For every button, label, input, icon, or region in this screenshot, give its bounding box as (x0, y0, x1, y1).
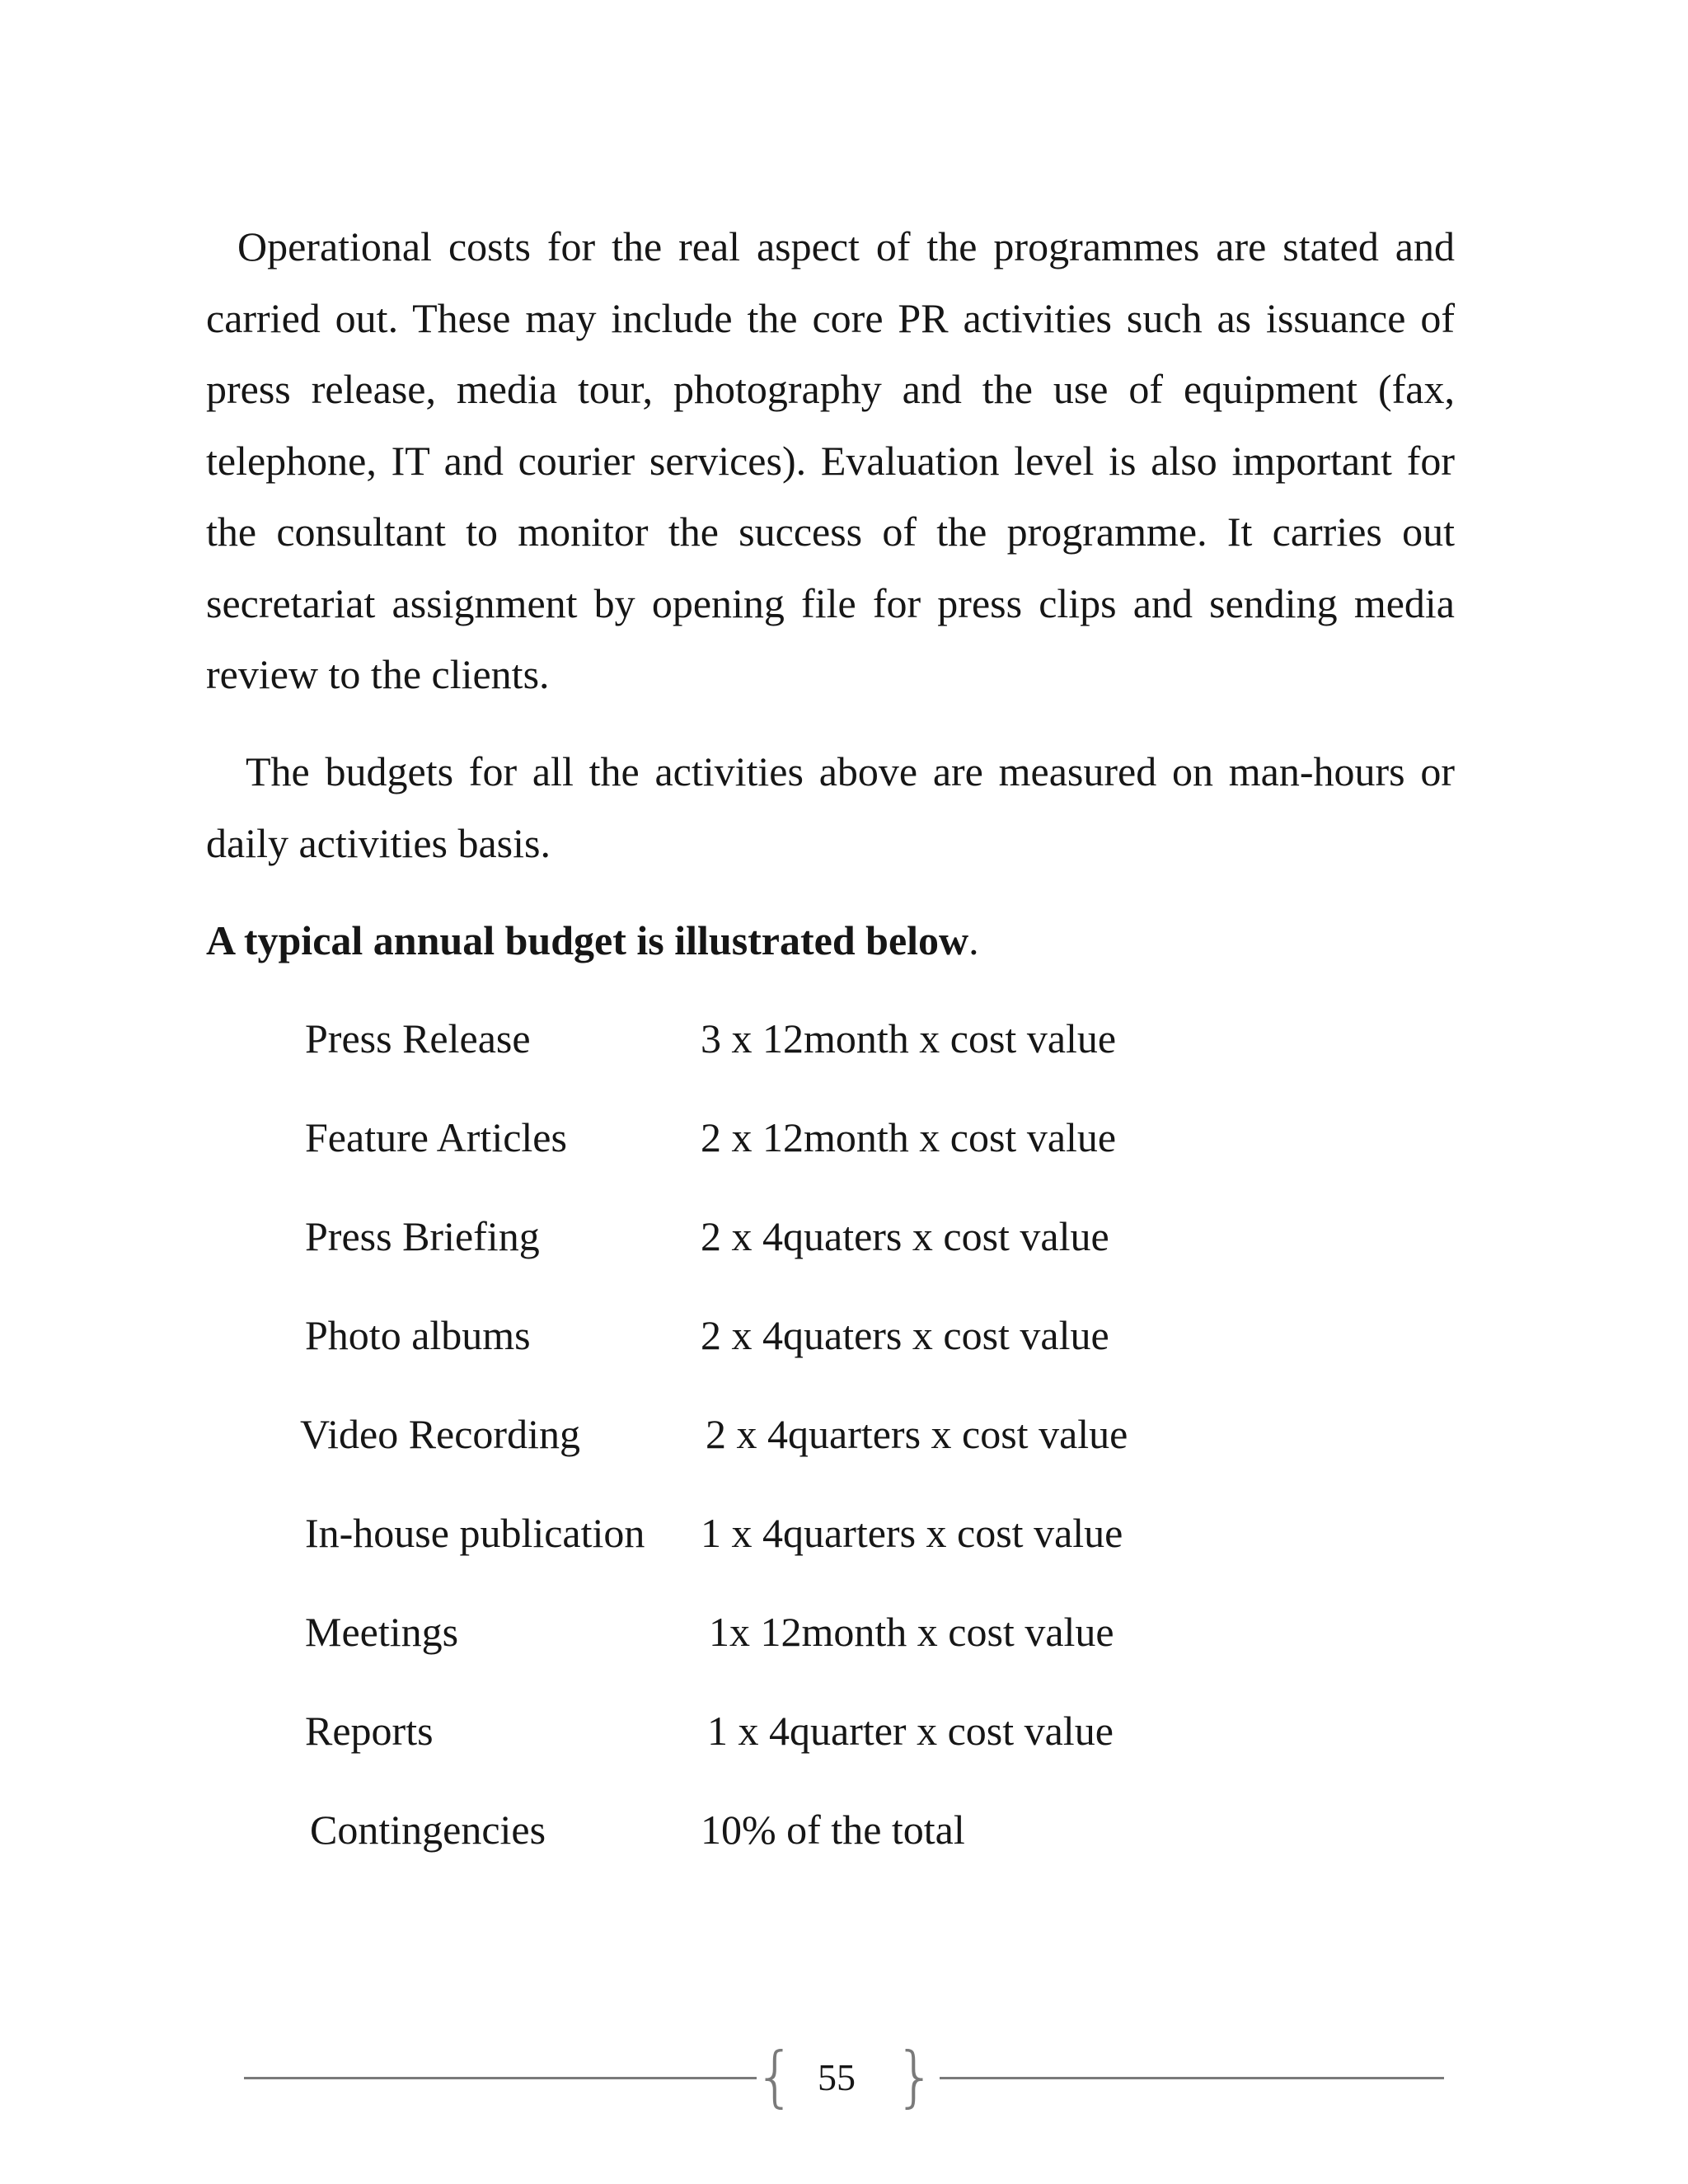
budget-item: Photo albums (305, 1312, 531, 1358)
budget-row (0, 1300, 1688, 1371)
budget-heading (206, 905, 979, 976)
budget-formula: 1 x 4quarter x cost value (707, 1708, 1114, 1754)
budget-row (0, 1596, 1688, 1667)
budget-formula: 2 x 12month x cost value (701, 1114, 1117, 1160)
budget-item: Press Briefing (305, 1213, 540, 1259)
budget-formula: 10% of the total (701, 1807, 965, 1853)
budget-row (0, 1102, 1688, 1173)
budget-item: In-house publication (305, 1510, 645, 1556)
page-number: 55 (818, 2056, 856, 2098)
budget-heading-text: A typical annual budget is illustrated below (206, 917, 969, 963)
budget-row (0, 1399, 1688, 1469)
budget-item: Contingencies (310, 1807, 546, 1853)
budget-item: Press Release (305, 1015, 531, 1062)
right-brace-ornament: } (894, 2038, 936, 2115)
budget-row (0, 1695, 1688, 1766)
left-brace-ornament: { (754, 2038, 796, 2115)
budget-item: Feature Articles (305, 1114, 567, 1160)
budget-row (0, 1201, 1688, 1272)
budget-formula: 2 x 4quarters x cost value (706, 1411, 1128, 1457)
footer-rule-right (940, 2077, 1444, 2079)
budget-row (0, 1794, 1688, 1865)
budget-formula: 3 x 12month x cost value (701, 1015, 1117, 1062)
budget-item: Meetings (305, 1609, 459, 1655)
budget-formula: 1 x 4quarters x cost value (701, 1510, 1123, 1556)
budget-heading-period: . (968, 917, 979, 963)
body-paragraph-budgets: The budgets for all the activities above are measured on man-hours or daily activities basis. (206, 748, 1455, 866)
budget-item: Video Recording (300, 1411, 580, 1457)
footer-rule-left (244, 2077, 757, 2079)
budget-row (0, 1497, 1688, 1568)
budget-item: Reports (305, 1708, 434, 1754)
body-paragraph-operational-costs: Operational costs for the real aspect of the programmes are stated and carried out. These may include the core PR activities such as issuance of press release, media tour, photography and the use of equipment (fax, telephone, IT and courier services). Evaluation level is also important for the consultant to monitor the success of the programme. It carries out secretariat assignment by opening file for press clips and sending media review to the clients. (206, 223, 1455, 697)
budget-row (0, 1003, 1688, 1074)
budget-formula: 1x 12month x cost value (709, 1609, 1114, 1655)
budget-formula: 2 x 4quaters x cost value (701, 1312, 1109, 1358)
budget-formula: 2 x 4quaters x cost value (701, 1213, 1109, 1259)
